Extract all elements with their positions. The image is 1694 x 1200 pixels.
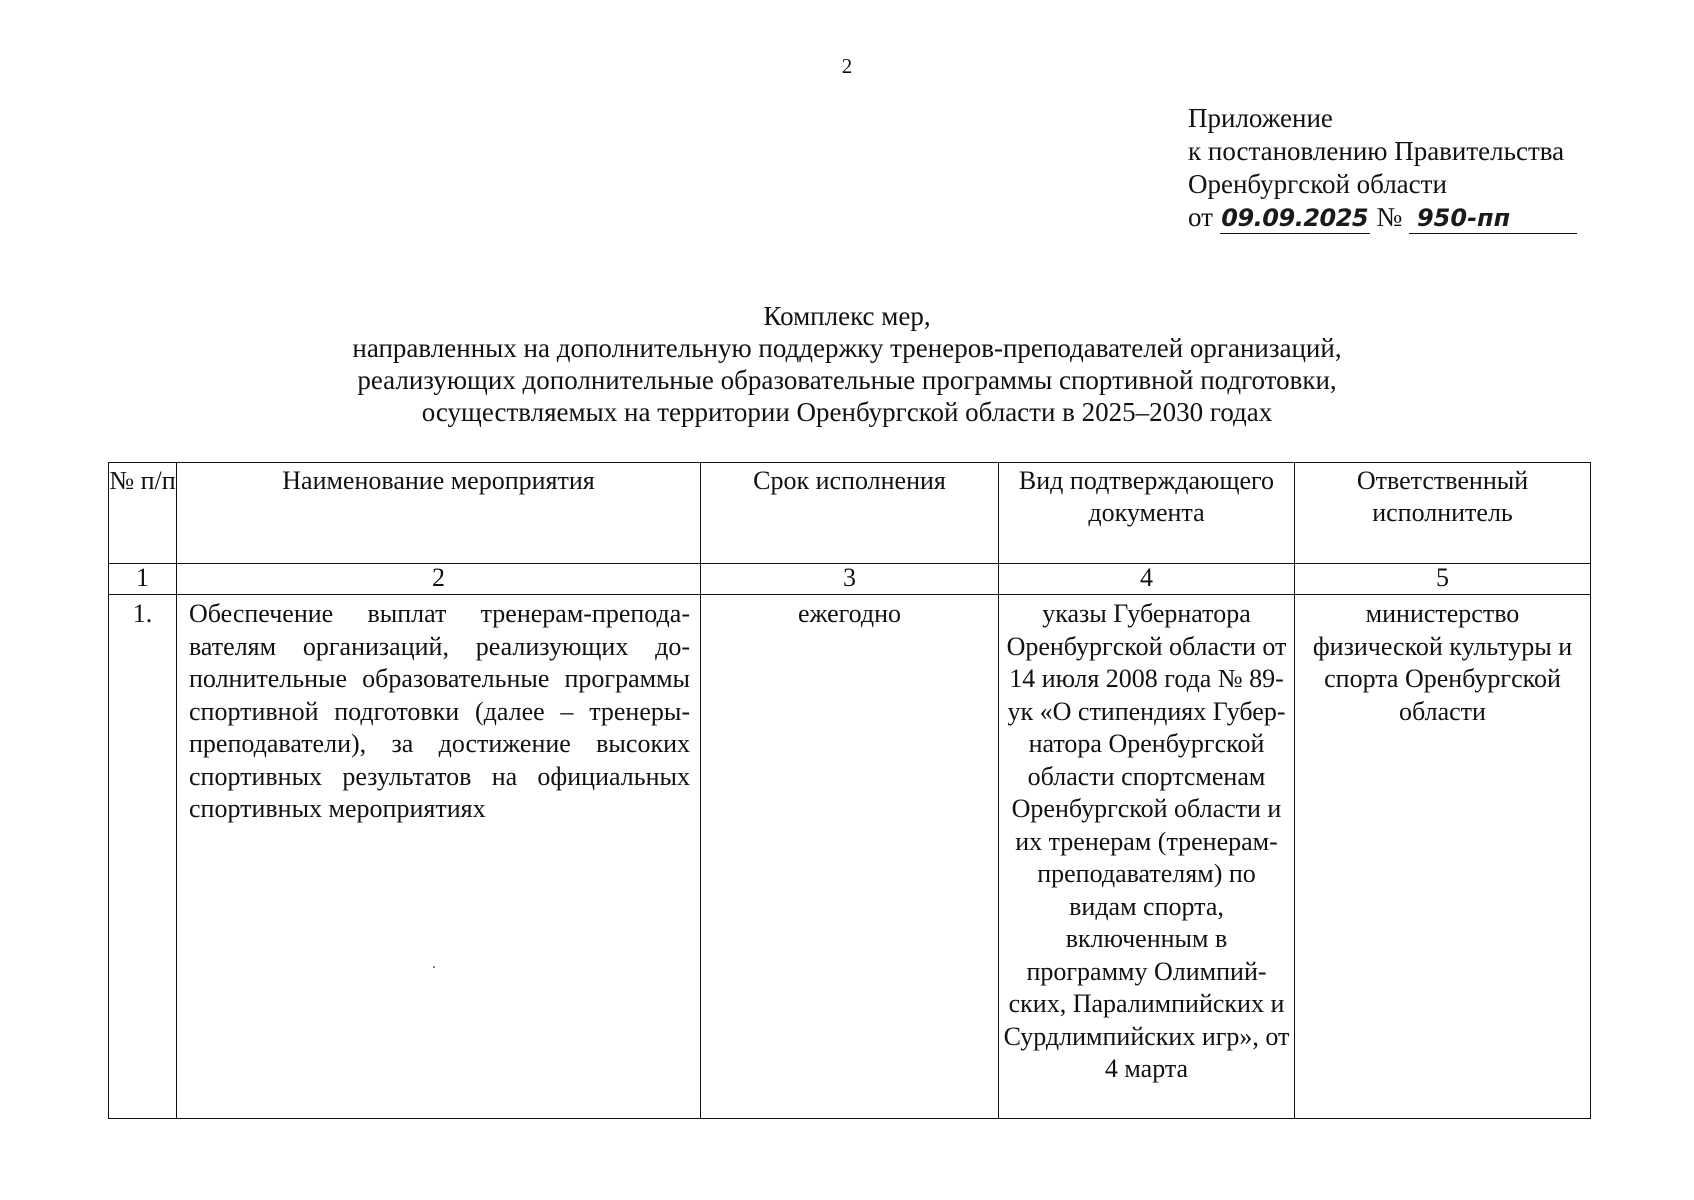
column-number: 5 — [1295, 564, 1591, 595]
measure-term: ежегодно — [701, 595, 999, 1119]
number-prefix: № — [1376, 202, 1403, 232]
title-line-3: реализующих дополнительные образовательные программы спортивной подготовки, — [357, 365, 1337, 395]
title-line-2: направленных на дополнительную поддержку тренеров-преподавателей организаций, — [352, 333, 1342, 363]
row-number: 1. — [109, 595, 177, 1119]
appendix-region-line: Оренбургской области — [1188, 169, 1447, 199]
handwritten-number: 950-пп — [1409, 203, 1577, 234]
measure-name: Обеспечение выплат тренерам-преподавателям организаций, реализующих дополнительные образовательные программы спортивной подготовки (далее – тренеры-преподаватели), за достижение высоких спортивных результатов на официальных спортивных мероприятиях — [177, 595, 701, 1119]
appendix-date-number-line — [1188, 201, 1577, 234]
header-name: Наименование мероприятия — [177, 463, 701, 564]
column-number: 3 — [701, 564, 999, 595]
document-title — [0, 300, 1694, 428]
responsible-executor: министерство физической культуры и спорта Оренбургской области — [1295, 595, 1591, 1119]
appendix-resolution-line: к постановлению Правительства — [1188, 136, 1565, 166]
appendix-title: Приложение — [1188, 103, 1333, 133]
header-resp: Ответственный исполнитель — [1295, 463, 1591, 564]
date-prefix: от — [1188, 202, 1213, 232]
scan-dot — [433, 966, 435, 968]
column-number: 4 — [999, 564, 1295, 595]
column-number: 2 — [177, 564, 701, 595]
column-number-row — [109, 564, 1591, 595]
column-number: 1 — [109, 564, 177, 595]
header-num: № п/п — [109, 463, 177, 564]
title-line-4: осуществляемых на территории Оренбургской области в 2025–2030 годах — [421, 397, 1273, 427]
appendix-block — [1188, 102, 1577, 234]
header-doc: Вид подтверждающего документа — [999, 463, 1295, 564]
confirming-document: указы Губернатора Оренбургской области от 14 июля 2008 года № 89-ук «О стипендиях Губернатора Оренбургской области спортсменам Оренбургской области и их тренерам (тренерам-преподавателям) по видам спорта, включенным в программу Олимпийских, Паралимпийских и Сурдлимпийских игр», от 4 марта — [999, 595, 1295, 1119]
table-row — [109, 595, 1591, 1119]
page-number: 2 — [841, 54, 853, 78]
table-header-row — [109, 463, 1591, 564]
handwritten-date: 09.09.2025 — [1221, 204, 1369, 232]
measures-table — [108, 462, 1591, 1119]
header-term: Срок исполнения — [701, 463, 999, 564]
title-line-1: Комплекс мер, — [763, 301, 931, 331]
